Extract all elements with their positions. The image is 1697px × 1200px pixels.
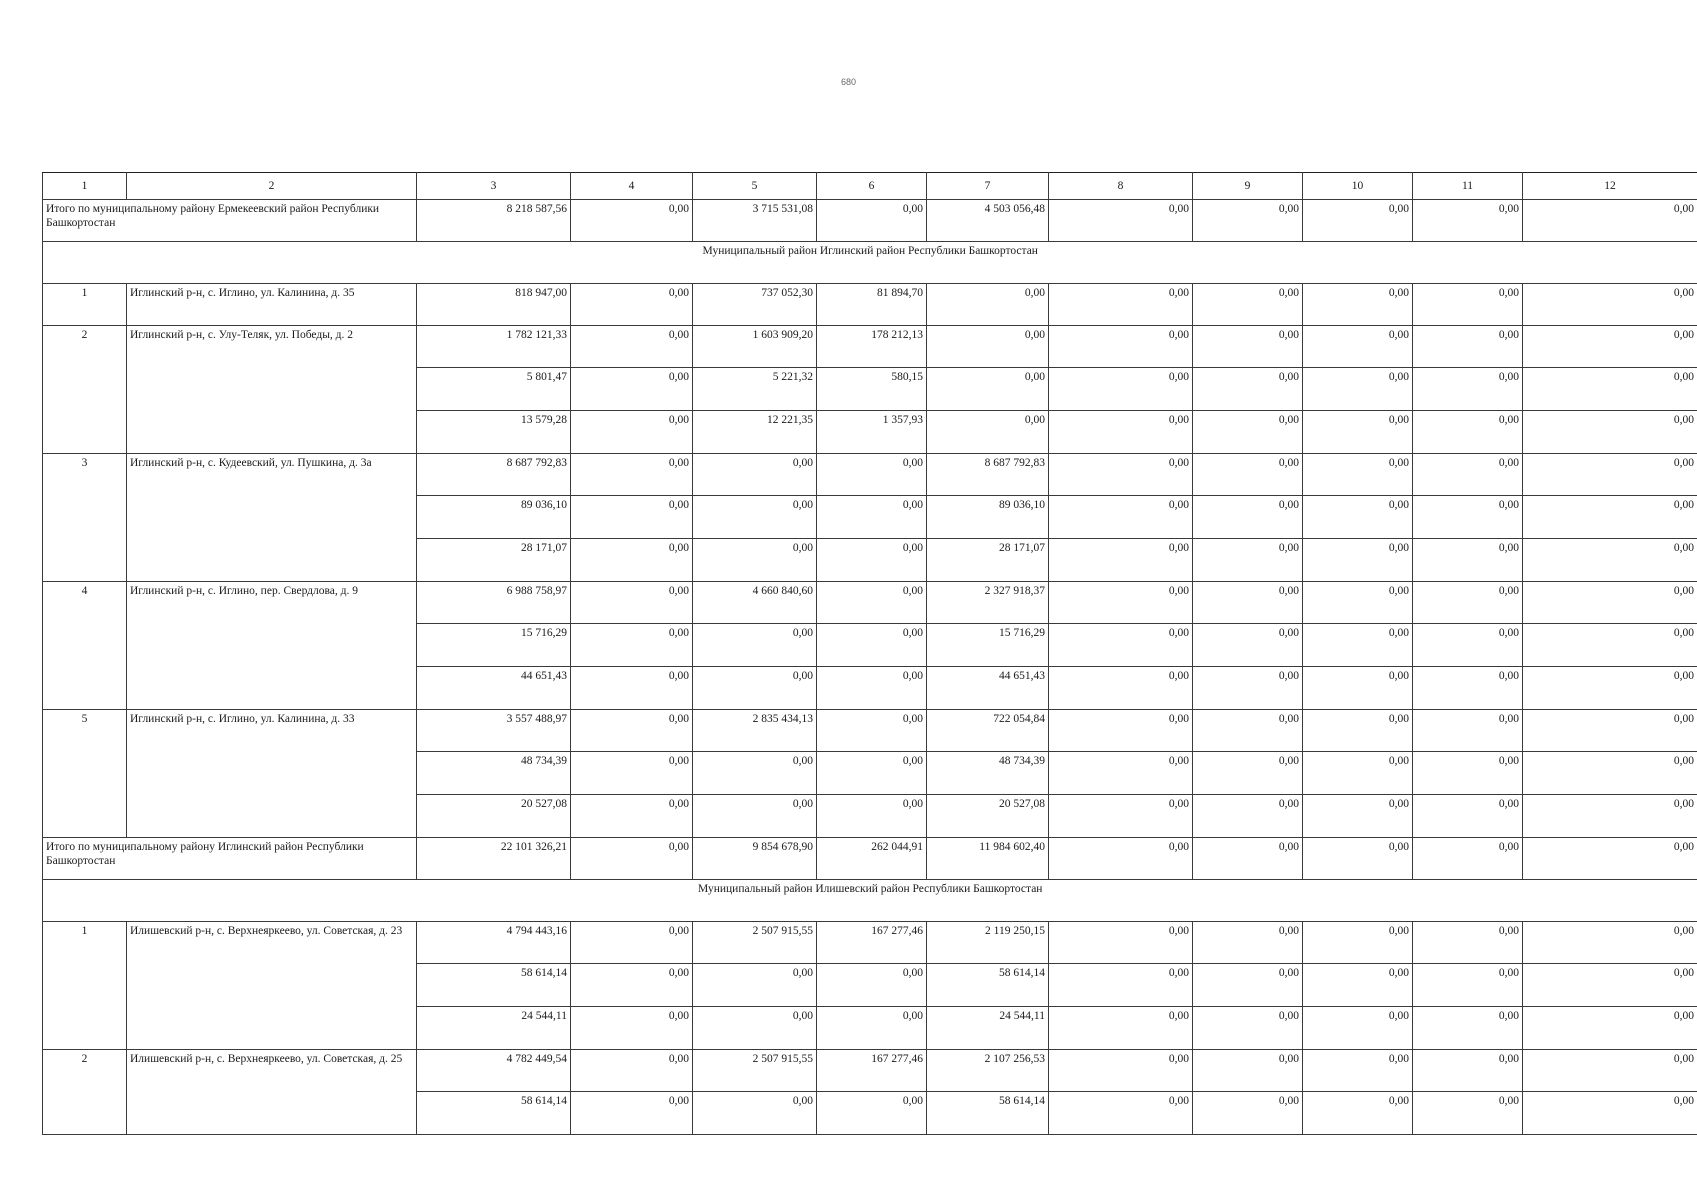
column-number-header <box>43 173 1697 200</box>
table-row <box>43 582 1697 624</box>
amount-cell: 0,00 <box>1523 1007 1697 1050</box>
amount-cell: 8 687 792,83 <box>927 454 1049 496</box>
amount-cell: 0,00 <box>693 667 817 710</box>
amount-cell: 2 507 915,55 <box>693 922 817 964</box>
amount-cell: 0,00 <box>817 1092 927 1135</box>
amount-cell: 0,00 <box>1193 964 1303 1007</box>
amount-cell: 0,00 <box>1049 922 1193 964</box>
amount-cell: 0,00 <box>571 667 693 710</box>
amount-cell: 0,00 <box>693 539 817 582</box>
amount-cell: 0,00 <box>1413 284 1523 326</box>
amount-cell: 0,00 <box>693 454 817 496</box>
amount-cell: 13 579,28 <box>417 411 571 454</box>
amount-cell: 9 854 678,90 <box>693 838 817 880</box>
amount-cell: 1 782 121,33 <box>417 326 571 368</box>
financial-table <box>42 172 1697 1135</box>
amount-cell: 818 947,00 <box>417 284 571 326</box>
amount-cell: 0,00 <box>1523 752 1697 795</box>
amount-cell: 20 527,08 <box>927 795 1049 838</box>
amount-cell: 0,00 <box>1413 454 1523 496</box>
amount-cell: 0,00 <box>1193 200 1303 242</box>
table-row <box>43 326 1697 368</box>
section-header-row <box>43 880 1697 922</box>
amount-cell: 0,00 <box>1413 1092 1523 1135</box>
column-header: 6 <box>817 173 927 200</box>
amount-cell: 0,00 <box>927 326 1049 368</box>
amount-cell: 0,00 <box>1193 1050 1303 1092</box>
amount-cell: 0,00 <box>1049 710 1193 752</box>
amount-cell: 0,00 <box>1303 582 1413 624</box>
amount-cell: 0,00 <box>1413 838 1523 880</box>
amount-cell: 0,00 <box>1193 582 1303 624</box>
amount-cell: 0,00 <box>927 368 1049 411</box>
amount-cell: 0,00 <box>1413 1050 1523 1092</box>
amount-cell: 0,00 <box>1303 667 1413 710</box>
amount-cell: 0,00 <box>1193 539 1303 582</box>
column-header: 2 <box>127 173 417 200</box>
amount-cell: 4 794 443,16 <box>417 922 571 964</box>
amount-cell: 0,00 <box>1303 922 1413 964</box>
financial-table-sheet <box>42 172 1697 1135</box>
amount-cell: 0,00 <box>1303 795 1413 838</box>
amount-cell: 0,00 <box>1049 667 1193 710</box>
amount-cell: 0,00 <box>693 964 817 1007</box>
column-header: 4 <box>571 173 693 200</box>
amount-cell: 0,00 <box>1523 284 1697 326</box>
amount-cell: 0,00 <box>1523 1092 1697 1135</box>
amount-cell: 0,00 <box>1523 624 1697 667</box>
amount-cell: 0,00 <box>571 326 693 368</box>
amount-cell: 0,00 <box>1413 411 1523 454</box>
amount-cell: 0,00 <box>1049 838 1193 880</box>
item-address: Илишевский р-н, с. Верхнеяркеево, ул. Советская, д. 25 <box>127 1050 417 1135</box>
item-address: Илишевский р-н, с. Верхнеяркеево, ул. Советская, д. 23 <box>127 922 417 1050</box>
item-address: Иглинский р-н, с. Иглино, ул. Калинина, д. 35 <box>127 284 417 326</box>
amount-cell: 0,00 <box>571 496 693 539</box>
item-number: 3 <box>43 454 127 582</box>
amount-cell: 8 218 587,56 <box>417 200 571 242</box>
page-number: 680 <box>840 77 857 87</box>
amount-cell: 0,00 <box>1413 582 1523 624</box>
amount-cell: 0,00 <box>1303 411 1413 454</box>
amount-cell: 0,00 <box>1413 667 1523 710</box>
amount-cell: 0,00 <box>1049 454 1193 496</box>
amount-cell: 0,00 <box>693 1092 817 1135</box>
amount-cell: 0,00 <box>1193 922 1303 964</box>
amount-cell: 0,00 <box>817 200 927 242</box>
amount-cell: 44 651,43 <box>927 667 1049 710</box>
item-address: Иглинский р-н, с. Иглино, пер. Свердлова, д. 9 <box>127 582 417 710</box>
total-row <box>43 838 1697 880</box>
amount-cell: 0,00 <box>817 964 927 1007</box>
item-number: 5 <box>43 710 127 838</box>
amount-cell: 0,00 <box>571 454 693 496</box>
table-row <box>43 922 1697 964</box>
amount-cell: 0,00 <box>1413 795 1523 838</box>
amount-cell: 0,00 <box>1303 1050 1413 1092</box>
amount-cell: 24 544,11 <box>417 1007 571 1050</box>
amount-cell: 0,00 <box>1413 964 1523 1007</box>
amount-cell: 0,00 <box>1303 1007 1413 1050</box>
amount-cell: 0,00 <box>817 795 927 838</box>
amount-cell: 0,00 <box>1523 922 1697 964</box>
amount-cell: 0,00 <box>1413 922 1523 964</box>
amount-cell: 0,00 <box>817 496 927 539</box>
amount-cell: 0,00 <box>1303 200 1413 242</box>
item-number: 1 <box>43 922 127 1050</box>
amount-cell: 0,00 <box>1303 752 1413 795</box>
amount-cell: 0,00 <box>1523 454 1697 496</box>
column-header: 1 <box>43 173 127 200</box>
amount-cell: 0,00 <box>1523 838 1697 880</box>
amount-cell: 2 507 915,55 <box>693 1050 817 1092</box>
amount-cell: 0,00 <box>1193 326 1303 368</box>
amount-cell: 0,00 <box>1049 1092 1193 1135</box>
table-row <box>43 710 1697 752</box>
amount-cell: 3 715 531,08 <box>693 200 817 242</box>
amount-cell: 0,00 <box>1413 368 1523 411</box>
amount-cell: 0,00 <box>1413 624 1523 667</box>
amount-cell: 0,00 <box>693 752 817 795</box>
amount-cell: 0,00 <box>1049 284 1193 326</box>
amount-cell: 0,00 <box>1523 539 1697 582</box>
total-row <box>43 200 1697 242</box>
amount-cell: 0,00 <box>571 838 693 880</box>
amount-cell: 0,00 <box>817 454 927 496</box>
amount-cell: 0,00 <box>571 582 693 624</box>
amount-cell: 0,00 <box>1193 667 1303 710</box>
amount-cell: 167 277,46 <box>817 1050 927 1092</box>
column-header: 8 <box>1049 173 1193 200</box>
amount-cell: 0,00 <box>571 284 693 326</box>
amount-cell: 1 357,93 <box>817 411 927 454</box>
amount-cell: 12 221,35 <box>693 411 817 454</box>
amount-cell: 44 651,43 <box>417 667 571 710</box>
amount-cell: 0,00 <box>1049 1007 1193 1050</box>
amount-cell: 0,00 <box>1049 795 1193 838</box>
amount-cell: 0,00 <box>1523 368 1697 411</box>
amount-cell: 0,00 <box>1049 582 1193 624</box>
table-body <box>43 173 1697 1135</box>
amount-cell: 58 614,14 <box>417 1092 571 1135</box>
total-label: Итого по муниципальному району Иглинский район Республики Башкортостан <box>43 838 417 880</box>
column-header: 5 <box>693 173 817 200</box>
amount-cell: 0,00 <box>1523 326 1697 368</box>
amount-cell: 0,00 <box>1413 1007 1523 1050</box>
amount-cell: 0,00 <box>1523 496 1697 539</box>
amount-cell: 11 984 602,40 <box>927 838 1049 880</box>
amount-cell: 0,00 <box>817 582 927 624</box>
amount-cell: 0,00 <box>1303 496 1413 539</box>
amount-cell: 5 221,32 <box>693 368 817 411</box>
table-row <box>43 454 1697 496</box>
column-header: 12 <box>1523 173 1697 200</box>
amount-cell: 0,00 <box>1303 964 1413 1007</box>
amount-cell: 0,00 <box>1303 539 1413 582</box>
amount-cell: 722 054,84 <box>927 710 1049 752</box>
amount-cell: 0,00 <box>1303 368 1413 411</box>
amount-cell: 0,00 <box>1049 200 1193 242</box>
amount-cell: 2 835 434,13 <box>693 710 817 752</box>
amount-cell: 15 716,29 <box>417 624 571 667</box>
amount-cell: 0,00 <box>571 624 693 667</box>
amount-cell: 0,00 <box>1413 326 1523 368</box>
amount-cell: 24 544,11 <box>927 1007 1049 1050</box>
table-row <box>43 284 1697 326</box>
amount-cell: 0,00 <box>927 411 1049 454</box>
amount-cell: 0,00 <box>571 368 693 411</box>
item-number: 1 <box>43 284 127 326</box>
amount-cell: 0,00 <box>1523 795 1697 838</box>
amount-cell: 0,00 <box>571 1092 693 1135</box>
amount-cell: 58 614,14 <box>927 964 1049 1007</box>
amount-cell: 0,00 <box>1193 1092 1303 1135</box>
amount-cell: 28 171,07 <box>417 539 571 582</box>
amount-cell: 0,00 <box>571 539 693 582</box>
amount-cell: 0,00 <box>1413 200 1523 242</box>
amount-cell: 0,00 <box>1193 454 1303 496</box>
amount-cell: 20 527,08 <box>417 795 571 838</box>
amount-cell: 0,00 <box>1303 710 1413 752</box>
amount-cell: 0,00 <box>1523 964 1697 1007</box>
amount-cell: 0,00 <box>1193 752 1303 795</box>
amount-cell: 48 734,39 <box>417 752 571 795</box>
amount-cell: 0,00 <box>571 922 693 964</box>
amount-cell: 262 044,91 <box>817 838 927 880</box>
amount-cell: 0,00 <box>1193 838 1303 880</box>
amount-cell: 0,00 <box>1049 1050 1193 1092</box>
amount-cell: 4 503 056,48 <box>927 200 1049 242</box>
amount-cell: 0,00 <box>571 200 693 242</box>
amount-cell: 8 687 792,83 <box>417 454 571 496</box>
amount-cell: 0,00 <box>1413 710 1523 752</box>
amount-cell: 0,00 <box>817 624 927 667</box>
amount-cell: 0,00 <box>1193 411 1303 454</box>
amount-cell: 0,00 <box>1049 964 1193 1007</box>
column-header: 3 <box>417 173 571 200</box>
amount-cell: 58 614,14 <box>417 964 571 1007</box>
section-header-row <box>43 242 1697 284</box>
amount-cell: 0,00 <box>1193 624 1303 667</box>
amount-cell: 0,00 <box>1303 326 1413 368</box>
amount-cell: 0,00 <box>817 539 927 582</box>
amount-cell: 0,00 <box>1049 326 1193 368</box>
amount-cell: 2 119 250,15 <box>927 922 1049 964</box>
amount-cell: 0,00 <box>1303 1092 1413 1135</box>
amount-cell: 89 036,10 <box>927 496 1049 539</box>
section-title: Муниципальный район Илишевский район Республики Башкортостан <box>43 880 1697 922</box>
amount-cell: 22 101 326,21 <box>417 838 571 880</box>
amount-cell: 0,00 <box>693 496 817 539</box>
amount-cell: 0,00 <box>571 752 693 795</box>
column-header: 7 <box>927 173 1049 200</box>
amount-cell: 0,00 <box>1193 284 1303 326</box>
amount-cell: 0,00 <box>1413 496 1523 539</box>
amount-cell: 0,00 <box>1049 539 1193 582</box>
amount-cell: 0,00 <box>1303 838 1413 880</box>
amount-cell: 0,00 <box>571 1050 693 1092</box>
amount-cell: 0,00 <box>927 284 1049 326</box>
amount-cell: 0,00 <box>1193 496 1303 539</box>
amount-cell: 0,00 <box>1049 368 1193 411</box>
item-number: 4 <box>43 582 127 710</box>
amount-cell: 28 171,07 <box>927 539 1049 582</box>
amount-cell: 0,00 <box>693 624 817 667</box>
amount-cell: 81 894,70 <box>817 284 927 326</box>
item-number: 2 <box>43 326 127 454</box>
amount-cell: 0,00 <box>693 795 817 838</box>
amount-cell: 1 603 909,20 <box>693 326 817 368</box>
amount-cell: 0,00 <box>1413 752 1523 795</box>
amount-cell: 0,00 <box>1523 710 1697 752</box>
amount-cell: 0,00 <box>571 1007 693 1050</box>
amount-cell: 15 716,29 <box>927 624 1049 667</box>
table-row <box>43 1050 1697 1092</box>
amount-cell: 167 277,46 <box>817 922 927 964</box>
amount-cell: 0,00 <box>1193 1007 1303 1050</box>
amount-cell: 0,00 <box>571 710 693 752</box>
column-header: 10 <box>1303 173 1413 200</box>
amount-cell: 0,00 <box>1523 1050 1697 1092</box>
item-address: Иглинский р-н, с. Кудеевский, ул. Пушкина, д. 3а <box>127 454 417 582</box>
amount-cell: 0,00 <box>817 667 927 710</box>
amount-cell: 0,00 <box>817 1007 927 1050</box>
amount-cell: 0,00 <box>1049 496 1193 539</box>
amount-cell: 2 327 918,37 <box>927 582 1049 624</box>
amount-cell: 737 052,30 <box>693 284 817 326</box>
amount-cell: 0,00 <box>1193 795 1303 838</box>
amount-cell: 0,00 <box>693 1007 817 1050</box>
item-address: Иглинский р-н, с. Улу-Теляк, ул. Победы, д. 2 <box>127 326 417 454</box>
amount-cell: 0,00 <box>1303 624 1413 667</box>
amount-cell: 0,00 <box>1193 710 1303 752</box>
amount-cell: 89 036,10 <box>417 496 571 539</box>
amount-cell: 3 557 488,97 <box>417 710 571 752</box>
amount-cell: 580,15 <box>817 368 927 411</box>
amount-cell: 0,00 <box>1049 411 1193 454</box>
amount-cell: 6 988 758,97 <box>417 582 571 624</box>
amount-cell: 0,00 <box>1049 624 1193 667</box>
amount-cell: 0,00 <box>1523 582 1697 624</box>
amount-cell: 0,00 <box>817 710 927 752</box>
total-label: Итого по муниципальному району Ермекеевский район Республики Башкортостан <box>43 200 417 242</box>
column-header: 9 <box>1193 173 1303 200</box>
item-address: Иглинский р-н, с. Иглино, ул. Калинина, д. 33 <box>127 710 417 838</box>
item-number: 2 <box>43 1050 127 1135</box>
section-title: Муниципальный район Иглинский район Республики Башкортостан <box>43 242 1697 284</box>
amount-cell: 0,00 <box>1523 667 1697 710</box>
amount-cell: 5 801,47 <box>417 368 571 411</box>
amount-cell: 0,00 <box>1303 284 1413 326</box>
amount-cell: 0,00 <box>1523 200 1697 242</box>
column-header: 11 <box>1413 173 1523 200</box>
amount-cell: 0,00 <box>1193 368 1303 411</box>
amount-cell: 4 782 449,54 <box>417 1050 571 1092</box>
amount-cell: 0,00 <box>1523 411 1697 454</box>
amount-cell: 0,00 <box>1303 454 1413 496</box>
amount-cell: 0,00 <box>571 795 693 838</box>
amount-cell: 2 107 256,53 <box>927 1050 1049 1092</box>
amount-cell: 58 614,14 <box>927 1092 1049 1135</box>
amount-cell: 0,00 <box>571 964 693 1007</box>
amount-cell: 0,00 <box>1049 752 1193 795</box>
amount-cell: 0,00 <box>1413 539 1523 582</box>
amount-cell: 0,00 <box>817 752 927 795</box>
amount-cell: 0,00 <box>571 411 693 454</box>
amount-cell: 178 212,13 <box>817 326 927 368</box>
amount-cell: 4 660 840,60 <box>693 582 817 624</box>
amount-cell: 48 734,39 <box>927 752 1049 795</box>
